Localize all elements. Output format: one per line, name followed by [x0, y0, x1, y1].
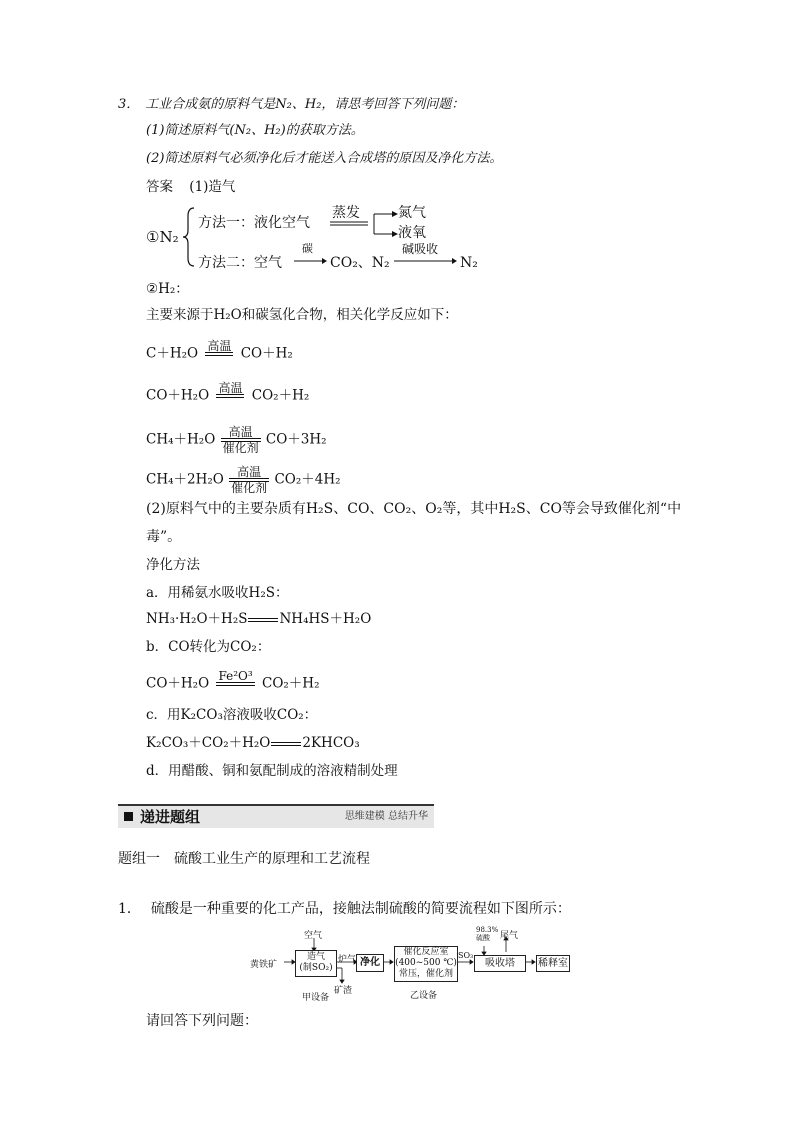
question-text: 硫酸是一种重要的化工产品，接触法制硫酸的简要流程如下图所示： — [150, 901, 571, 917]
method-1-text: 方法一：液化空气 — [198, 215, 310, 231]
method-d: d．用醋酸、铜和氨配制成的溶液精制处理 — [146, 763, 398, 779]
eq-condition: Fe²O³ — [216, 670, 254, 698]
tail-gas-label: 尾气 — [500, 931, 519, 941]
h2-description: 主要来源于H₂O和碳氢化合物，相关化学反应如下： — [146, 307, 458, 323]
box-label: 催化反应室 — [403, 947, 449, 957]
method-2-intermediate: CO₂、N₂ — [330, 255, 390, 271]
product-liquid-oxygen: 液氧 — [398, 225, 426, 241]
so3-label: SO₃ — [458, 951, 474, 960]
question-text: 工业合成氨的原料气是N₂、H₂，请思考回答下列问题： — [145, 97, 465, 112]
slag-label: 矿渣 — [334, 986, 353, 996]
gas-generator-box — [295, 950, 337, 977]
section-subtitle: 思维建模 总结升华 — [344, 811, 428, 822]
equipment-a-label: 甲设备 — [302, 993, 330, 1003]
brace-icon — [182, 206, 196, 268]
box-label: 造气 — [306, 952, 325, 962]
question-number: 3． — [118, 97, 140, 112]
sub-question-1: (1)简述原料气(N₂、H₂)的获取方法。 — [146, 123, 364, 138]
equation-3 — [146, 426, 327, 454]
box-label: (制SO₂) — [299, 963, 333, 973]
method-2-condition-2: 碱吸收 — [402, 242, 439, 256]
part2-line-1: (2)原料气中的主要杂质有H₂S、CO、CO₂、O₂等，其中H₂S、CO等会导致催化剂“中 — [146, 501, 682, 517]
purify-heading: 净化方法 — [146, 557, 200, 573]
acid-concentration: 98.3% — [476, 926, 499, 934]
part2-line-2: 毒”。 — [146, 529, 182, 545]
eq-left: CH₄＋2H₂O — [146, 471, 224, 488]
question-1-prompt: 请回答下列问题： — [146, 1013, 258, 1029]
equation-b — [146, 670, 319, 698]
method-1-condition: 蒸发 — [332, 205, 360, 221]
method-2-condition: 碳 — [302, 242, 313, 255]
air-label: 空气 — [304, 931, 323, 941]
equation-c — [146, 734, 360, 752]
h2-label: ②H₂： — [146, 281, 189, 297]
square-bullet-icon — [124, 812, 133, 821]
raw-material-label: 黄铁矿 — [250, 960, 278, 970]
question-3-stem — [118, 96, 464, 114]
product-nitrogen: 氮气 — [398, 205, 426, 221]
method-b: b．CO转化为CO₂： — [146, 639, 271, 655]
furnace-gas-label: 炉气 — [338, 955, 357, 965]
acid-name: 硫酸 — [476, 934, 490, 942]
method-2-text: 方法二：空气 — [198, 255, 282, 271]
eq-condition: 高温 — [216, 382, 244, 410]
eq-condition: 高温 催化剂 — [222, 425, 259, 455]
equation-4 — [146, 466, 341, 494]
part1-title: (1)造气 — [189, 179, 236, 195]
section-title: 递进题组 — [140, 808, 201, 826]
equation-1 — [146, 340, 293, 368]
eq-left: CO＋H₂O — [146, 675, 210, 692]
eq-left: CO＋H₂O — [146, 387, 210, 404]
eq-left: K₂CO₃＋CO₂＋H₂O — [146, 735, 271, 751]
purification-box: 净化 — [356, 954, 384, 972]
eq-right: CO₂＋4H₂ — [274, 471, 341, 488]
eq-left: C＋H₂O — [146, 345, 199, 362]
process-flow-diagram — [250, 926, 570, 1004]
question-1-stem — [118, 900, 571, 918]
eq-right: CO₂＋H₂ — [251, 387, 310, 404]
eq-condition: 高温 催化剂 — [231, 465, 268, 495]
sub-question-2: (2)简述原料气必须净化后才能送入合成塔的原因及净化方法。 — [146, 151, 503, 166]
n2-label: ①N₂ — [146, 228, 179, 246]
eq-left: NH₃·H₂O＋H₂S — [146, 611, 248, 627]
group-heading: 题组一 硫酸工业生产的原理和工艺流程 — [118, 851, 370, 867]
box-label: (400~500 ℃) — [395, 958, 457, 968]
catalytic-reactor-box — [394, 946, 458, 982]
equipment-b-label: 乙设备 — [410, 991, 438, 1001]
eq-condition: 高温 — [205, 340, 233, 368]
eq-right: CO＋3H₂ — [265, 431, 327, 448]
method-1-arrows — [330, 208, 400, 242]
eq-right: 2KHCO₃ — [302, 735, 360, 751]
section-header — [118, 804, 434, 828]
equals-sign — [271, 742, 301, 746]
equals-sign — [248, 618, 278, 622]
arrow-icon — [394, 256, 458, 266]
question-number: 1． — [118, 901, 141, 917]
answer-label: 答案 — [146, 179, 173, 195]
method-c: c．用K₂CO₃溶液吸收CO₂： — [146, 707, 318, 723]
box-label: 常压，催化剂 — [398, 969, 453, 979]
eq-right: CO＋H₂ — [240, 345, 293, 362]
answer-heading — [146, 178, 235, 196]
method-a: a．用稀氨水吸收H₂S： — [146, 585, 289, 601]
method-2-product: N₂ — [460, 255, 478, 271]
equation-2 — [146, 382, 309, 410]
equation-a — [146, 610, 371, 628]
absorption-tower-box: 吸收塔 — [474, 955, 526, 972]
eq-right: CO₂＋H₂ — [261, 675, 320, 692]
dilution-room-box: 稀释室 — [536, 955, 570, 972]
arrow-icon — [294, 256, 328, 266]
eq-right: NH₄HS＋H₂O — [279, 611, 372, 627]
acid-label — [476, 926, 498, 942]
eq-left: CH₄＋H₂O — [146, 431, 216, 448]
